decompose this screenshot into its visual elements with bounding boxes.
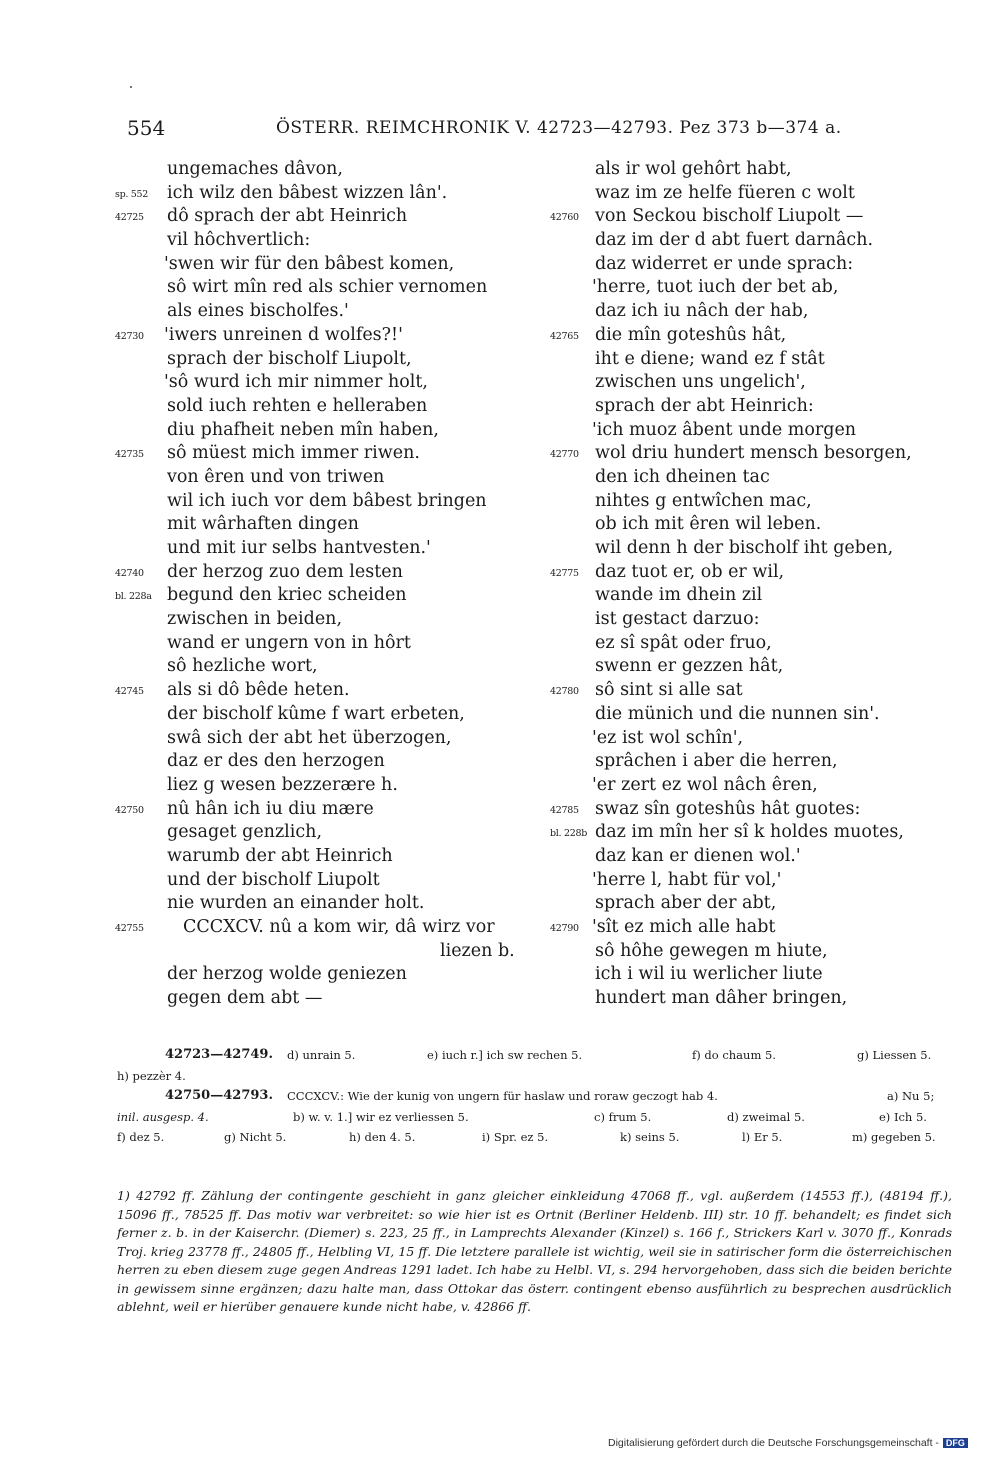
apparatus-entry: f) dez 5. [117,1130,165,1145]
apparatus-entry: CCCXCV.: Wie der kunig von ungern für haslaw und roraw geczogt hab 4. [287,1089,718,1104]
line-number: 42775 [550,567,579,579]
verse-text: gesaget genzlich, [167,822,323,843]
verse-text: gegen dem abt — [167,988,323,1009]
verse-text: 'sît ez mich alle habt [592,917,776,937]
apparatus-entry: m) gegeben 5. [852,1130,936,1145]
verse-text: ist gestact darzuo: [595,609,760,630]
verse-text: 'iwers unreinen d wolfes?!' [164,324,403,345]
commentary-footnote: 1) 42792 ff. Zählung der contingente geschieht in ganz gleicher einkleidung 47068 ff., vgl. außerdem (14553 ff.), (48194 ff.), 15096 ff., 78525 ff. Das motiv war verbreitet: so wie hier ist es Ortnit (Berliner Heldenb. III) str. 10 ff. behandelt; es findet sich ferner z. b. in der Kaiserchr. (Diemer) s. 223, 25 ff., in Lamprechts Alexander (Kinzel) s. 166 f., Strickers Karl v. 3070 ff., Konrads Troj. krieg 23778 ff., 24805 ff., Helbling VI, 15 ff. Die letztere parallele ist wichtig, weil sie in satirischer form die österreichischen herren zu eben diesem zuge gegen Andreas 1291 ladet. Ich habe zu Helbl. VI, s. 294 hervorgehoben, dass sich die beiden berichte in gewissem sinne ergänzen; dazu halte man, dass Ottokar das österr. contingent ebenso ausführlich zu besprechen ausdrücklich ablehnt, weil er hierüber genauere kunde nicht habe, v. 42866 ff. [117,1188,952,1314]
line-number: 42740 [115,567,144,579]
verse-line [550,608,970,632]
verse-text: liezen b. [440,940,515,961]
verse-line [115,371,555,395]
line-number: 42770 [550,449,579,461]
verse-line [550,348,970,372]
line-number: 42790 [550,923,579,934]
verse-text: wil denn h der bischolf iht geben, [595,538,894,558]
verse-text: 'swen wir für den bâbest komen, [164,253,455,274]
verse-text: den ich dheinen tac [595,466,770,487]
line-number: 42765 [550,330,579,342]
apparatus-entry: l) Er 5. [742,1130,783,1145]
verse-text: waz im ze helfe füeren c wolt [595,182,855,203]
verse-line [115,798,555,822]
verse-text: daz tuot er, ob er wil, [595,561,785,582]
verse-text: der bischolf kûme f wart erbeten, [167,703,465,724]
verse-text: zwischen in beiden, [167,609,343,630]
line-number: 42760 [550,212,579,224]
verse-text: ich wilz den bâbest wizzen lân'. [167,182,448,203]
verse-line [550,419,970,443]
verse-text: von êren und von triwen [167,466,385,487]
verse-line [550,798,970,822]
verse-column-right [550,158,970,1011]
verse-line [550,371,970,395]
apparatus-entry: i) Spr. ez 5. [482,1130,549,1145]
dfg-logo: DFG [943,1438,968,1448]
verse-line [115,537,555,561]
verse-text: von Seckou bischolf Liupolt — [595,206,864,227]
verse-line [550,466,970,490]
verse-line [550,703,970,727]
verse-text: 'herre, tuot iuch der bet ab, [592,277,839,298]
line-number: 42725 [115,212,144,224]
verse-line [115,703,555,727]
apparatus-row [117,1086,952,1107]
verse-line [115,608,555,632]
line-number: sp. 552 [115,188,149,200]
verse-text: sô müest mich immer riwen. [167,443,420,464]
apparatus-entry: d) unrain 5. [287,1048,356,1062]
verse-text: nû hân ich iu diu mære [167,798,374,819]
verse-line [550,632,970,656]
verse-text: daz widerret er unde sprach: [595,253,854,274]
verse-line [115,892,555,916]
verse-line [550,987,970,1011]
verse-line [115,655,555,679]
apparatus-entry: c) frum 5. [594,1109,652,1124]
line-number: 42735 [115,449,144,461]
verse-line [115,490,555,514]
verse-text: mit wârhaften dingen [167,514,359,535]
verse-line [115,821,555,845]
apparatus-entry: h) pezzèr 4. [117,1068,186,1083]
apparatus-entry: f) do chaum 5. [692,1048,776,1062]
verse-text: daz kan er dienen wol.' [595,845,801,866]
verse-line [550,276,970,300]
verse-text: hundert man dâher bringen, [595,988,848,1009]
verse-text: und mit iur selbs hantvesten.' [167,538,431,558]
verse-text: der herzog zuo dem lesten [167,561,403,582]
verse-line [550,324,970,348]
verse-text: sô hôhe gewegen m hiute, [595,940,828,961]
verse-text: 'er zert ez wol nâch êren, [592,774,818,795]
verse-line [115,419,555,443]
apparatus-label: 42723—42749. [165,1047,273,1062]
verse-line [550,561,970,585]
apparatus-entry: inil. ausgesp. 4. [117,1109,209,1124]
credit-text: Digitalisierung gefördert durch die Deutsche Forschungsgemeinschaft - [608,1437,939,1449]
verse-line [550,774,970,798]
verse-text: daz im mîn her sî k holdes muotes, [595,822,904,843]
verse-text: diu phafheit neben mîn haben, [167,419,439,440]
apparatus-label: 42750—42793. [165,1088,273,1104]
verse-line [115,987,555,1011]
verse-text: wol driu hundert mensch besorgen, [595,443,912,464]
verse-text: sprach der abt Heinrich: [595,395,814,416]
verse-text: iht e diene; wand ez f stât [595,348,825,369]
verse-line [115,324,555,348]
verse-text: ez sî spât oder fruo, [595,632,772,653]
apparatus-entry: b) w. v. 1.] wir ez verliessen 5. [293,1109,469,1124]
verse-line [115,182,555,206]
verse-line [115,158,555,182]
verse-line [115,916,555,940]
verse-text: sô sint si alle sat [595,680,743,701]
verse-line [550,182,970,206]
verse-text: als ir wol gehôrt habt, [595,159,792,179]
verse-text: wande im dhein zil [595,585,763,606]
verse-text: daz er des den herzogen [167,751,385,772]
verse-text: der herzog wolde geniezen [167,964,407,985]
apparatus-entry: k) seins 5. [620,1130,680,1145]
verse-text: wil ich iuch vor dem bâbest bringen [167,490,487,511]
verse-line [550,727,970,751]
verse-line [550,869,970,893]
line-number: 42755 [115,923,144,934]
line-number: 42785 [550,804,579,816]
verse-text: 'ich muoz âbent unde morgen [592,419,857,440]
verse-line [115,513,555,537]
verse-text: sô wirt mîn red als schier vernomen [167,277,488,298]
verse-text: warumb der abt Heinrich [167,845,393,866]
apparatus-entry: d) zweimal 5. [727,1109,805,1124]
verse-text: dô sprach der abt Heinrich [167,206,408,227]
verse-line [115,276,555,300]
verse-line [550,750,970,774]
verse-line [550,679,970,703]
verse-line [550,158,970,182]
verse-text: begund den kriec scheiden [167,585,407,606]
verse-line [550,892,970,916]
verse-text: ungemaches dâvon, [167,159,343,179]
verse-line [115,963,555,987]
verse-line [550,916,970,940]
verse-line [115,229,555,253]
apparatus-entry: g) Liessen 5. [857,1048,932,1062]
verse-line [115,442,555,466]
scan-speck [130,86,132,88]
verse-line [115,679,555,703]
verse-text: die münich und die nunnen sin'. [595,703,880,724]
apparatus-entry: a) Nu 5; [887,1089,935,1104]
page-header [0,116,1000,140]
apparatus-row [117,1107,952,1128]
line-number: bl. 228b [550,828,587,840]
verse-line [550,513,970,537]
verse-line [115,205,555,229]
running-title: ÖSTERR. REIMCHRONIK V. 42723—42793. Pez 373 b—374 a. [276,118,842,138]
verse-text: swenn er gezzen hât, [595,656,784,677]
verse-text: daz im der d abt fuert darnâch. [595,230,874,251]
line-number: 42730 [115,330,144,342]
apparatus-row [117,1066,952,1087]
verse-line [550,655,970,679]
verse-text: ich i wil iu werlicher liute [595,964,823,985]
verse-text: daz ich iu nâch der hab, [595,301,809,322]
verse-line [550,940,970,964]
verse-text: nihtes g entwîchen mac, [595,490,812,511]
verse-line [550,963,970,987]
verse-line [550,253,970,277]
verse-line [115,395,555,419]
verse-line [550,490,970,514]
verse-line [115,727,555,751]
verse-text: zwischen uns ungelich', [595,372,806,393]
verse-text: sold iuch rehten e helleraben [167,395,428,416]
verse-line [550,229,970,253]
verse-line [115,845,555,869]
verse-text: 'herre l, habt für vol,' [592,869,782,890]
verse-text: und der bischolf Liupolt [167,869,380,890]
verse-line [550,537,970,561]
line-number: 42745 [115,686,144,698]
apparatus-entry: g) Nicht 5. [224,1130,287,1145]
apparatus-entry: e) iuch r.] ich sw rechen 5. [427,1048,583,1062]
verse-text: sprâchen i aber die herren, [595,751,838,772]
line-number: 42750 [115,804,144,816]
verse-text: als eines bischolfes.' [167,301,349,322]
verse-line [115,940,555,964]
verse-text: ob ich mit êren wil leben. [595,514,822,535]
verse-text: liez g wesen bezzerære h. [167,774,398,795]
verse-text: CCCXCV. nû a kom wir, dâ wirz vor [183,917,495,937]
verse-text: sprach der bischolf Liupolt, [167,348,412,369]
verse-line [115,253,555,277]
verse-text: sprach aber der abt, [595,893,777,914]
verse-text: nie wurden an einander holt. [167,893,425,914]
apparatus-row [117,1045,952,1066]
line-number: bl. 228a [115,591,152,603]
verse-line [115,348,555,372]
page-number: 554 [127,116,166,140]
verse-line [115,750,555,774]
verse-line [550,584,970,608]
verse-line [550,395,970,419]
verse-text: wand er ungern von in hôrt [167,632,411,653]
verse-line [550,300,970,324]
verse-text: die mîn goteshûs hât, [595,324,787,345]
line-number: 42780 [550,686,579,698]
verse-line [115,561,555,585]
verse-line [115,869,555,893]
verse-text: als si dô bêde heten. [167,680,350,701]
digitization-credit [608,1437,968,1449]
verse-column-left [115,158,555,1011]
verse-line [115,584,555,608]
verse-line [550,845,970,869]
verse-line [550,205,970,229]
verse-text: sô hezliche wort, [167,656,318,677]
apparatus-entry: h) den 4. 5. [349,1130,416,1145]
verse-line [115,466,555,490]
verse-line [550,821,970,845]
verse-line [115,632,555,656]
verse-text: vil hôchvertlich: [167,230,311,251]
verse-text: 'sô wurd ich mir nimmer holt, [164,372,428,393]
verse-text: 'ez ist wol schîn', [592,727,744,748]
verse-text: swaz sîn goteshûs hât guotes: [595,798,861,819]
verse-line [550,442,970,466]
verse-text: swâ sich der abt het überzogen, [167,727,452,748]
verse-line [115,300,555,324]
apparatus-entry: e) Ich 5. [879,1109,927,1124]
verse-line [115,774,555,798]
variant-apparatus [117,1045,952,1148]
apparatus-row [117,1127,952,1148]
